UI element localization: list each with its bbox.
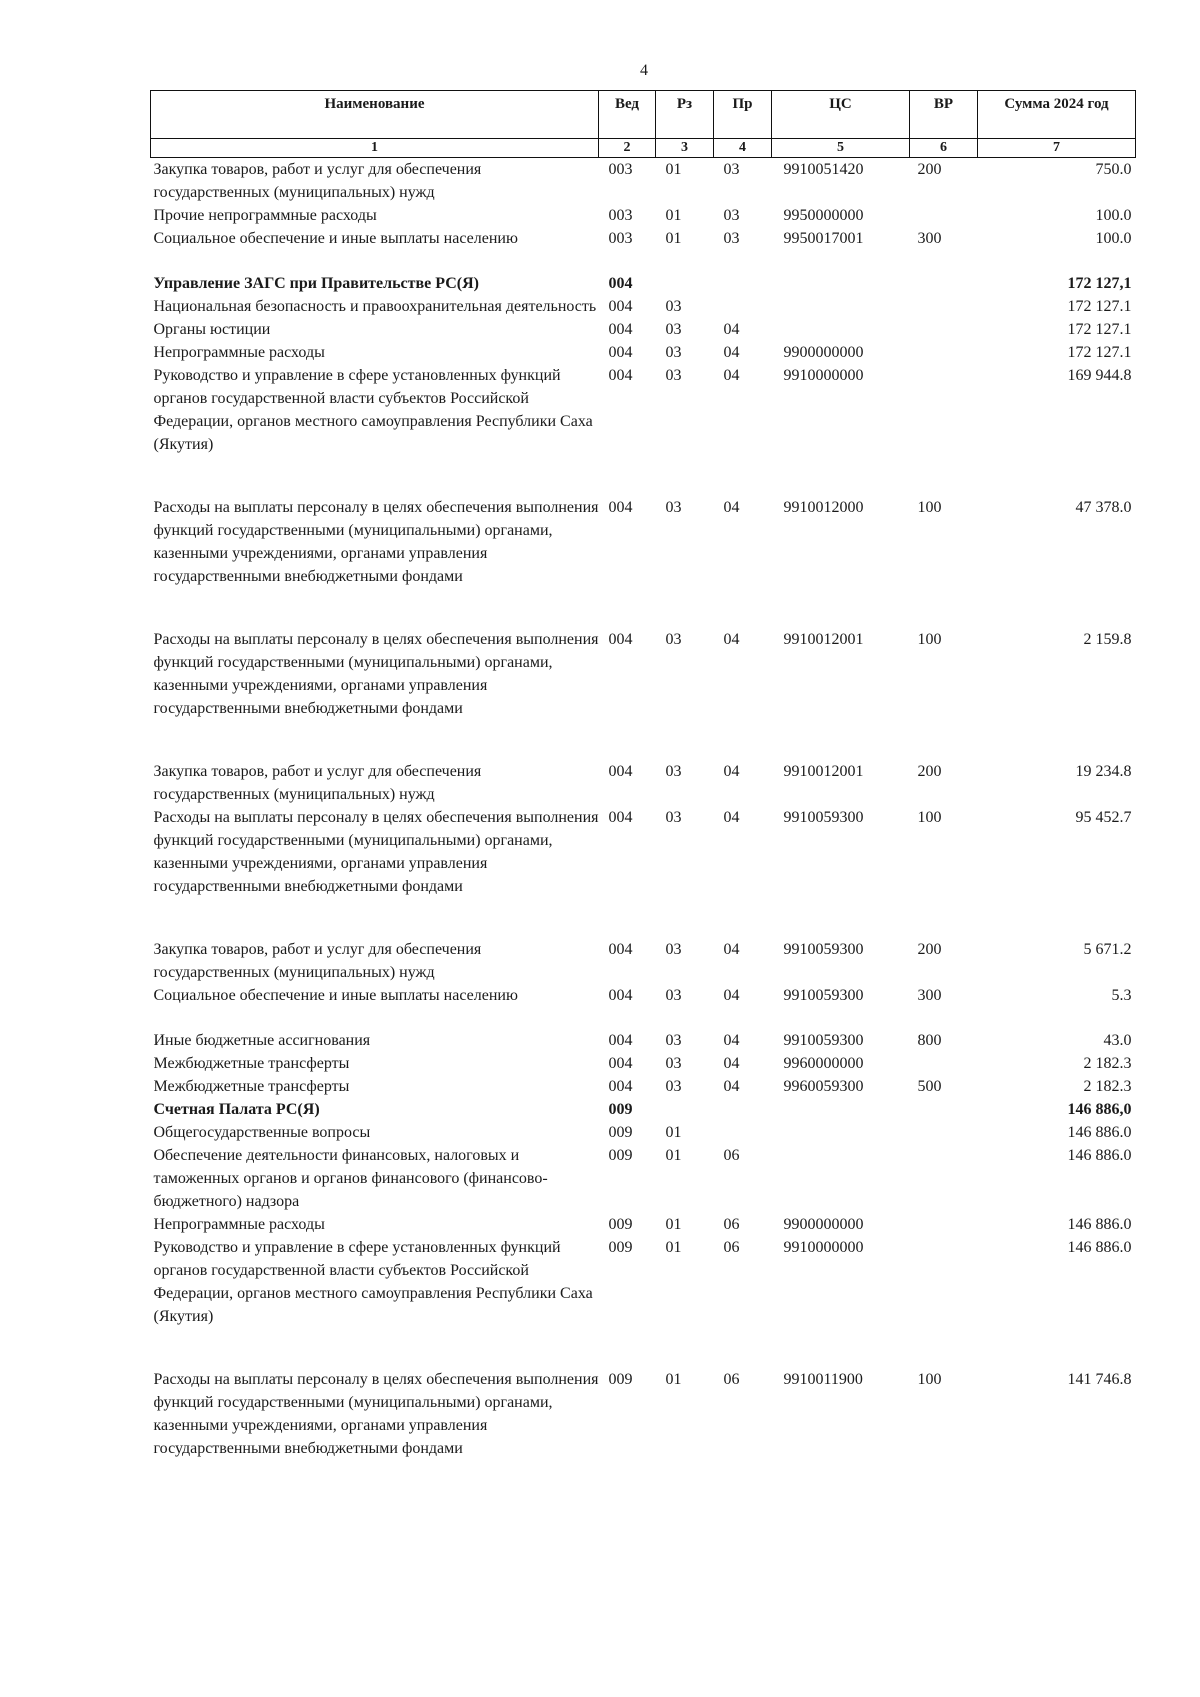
- cell-cs: 9910012001: [783, 631, 864, 648]
- header-vr: ВР: [910, 91, 978, 139]
- page-number: 4: [640, 62, 648, 79]
- cell-sum: 146 886.0: [1067, 1124, 1132, 1141]
- cell-cs: [772, 1144, 910, 1213]
- cell-name: Непрограммные расходы: [153, 344, 325, 361]
- cell-name: Общегосударственные вопросы: [153, 1124, 371, 1141]
- header-num-3: 3: [656, 139, 714, 158]
- cell-sum: 146 886.0: [1067, 1147, 1132, 1164]
- cell-sum: 172 127,1: [1067, 275, 1132, 292]
- cell-ved: 004: [608, 344, 633, 361]
- cell-pr: 06: [723, 1147, 740, 1164]
- header-number-row: [151, 139, 1136, 158]
- cell-cs: [772, 1098, 910, 1121]
- cell-sum: 141 746.8: [1067, 1371, 1132, 1388]
- cell-name: Закупка товаров, работ и услуг для обеспечения государственных (муниципальных) нужд: [153, 941, 482, 981]
- cell-rz: 03: [665, 499, 682, 516]
- cell-vr: 800: [917, 1032, 942, 1049]
- cell-cs: 9910059300: [783, 1032, 864, 1049]
- cell-ved: 009: [608, 1239, 633, 1256]
- cell-ved: 009: [608, 1101, 633, 1118]
- cell-ved: 004: [608, 367, 633, 384]
- cell-cs: [772, 1121, 910, 1144]
- header-row: [151, 91, 1136, 139]
- table-row: [151, 806, 1136, 938]
- cell-name: Органы юстиции: [153, 321, 271, 338]
- cell-ved: 009: [608, 1147, 633, 1164]
- cell-ved: 009: [608, 1216, 633, 1233]
- cell-ved: 004: [608, 631, 633, 648]
- cell-pr: 04: [723, 987, 740, 1004]
- cell-rz: 03: [665, 809, 682, 826]
- cell-rz: 03: [665, 631, 682, 648]
- header-num-6: 6: [910, 139, 978, 158]
- cell-cs: 9960000000: [783, 1055, 864, 1072]
- cell-sum: 2 182.3: [1083, 1055, 1132, 1072]
- cell-name: Межбюджетные трансферты: [153, 1078, 350, 1095]
- cell-ved: 003: [608, 230, 633, 247]
- cell-vr: [910, 1144, 978, 1213]
- cell-pr: 06: [723, 1216, 740, 1233]
- cell-sum: 172 127.1: [1067, 298, 1132, 315]
- cell-pr: 06: [723, 1239, 740, 1256]
- cell-name: Прочие непрограммные расходы: [153, 207, 377, 224]
- cell-rz: 01: [665, 161, 682, 178]
- cell-rz: 03: [665, 987, 682, 1004]
- table-row: [151, 938, 1136, 984]
- table-row: [151, 1029, 1136, 1052]
- header-ved: Вед: [599, 91, 656, 139]
- cell-pr: 04: [723, 1032, 740, 1049]
- cell-pr: 04: [723, 344, 740, 361]
- cell-vr: 200: [917, 763, 942, 780]
- cell-sum: 146 886,0: [1067, 1101, 1132, 1118]
- cell-vr: [910, 318, 978, 341]
- table-row: [151, 204, 1136, 227]
- cell-vr: 100: [917, 631, 942, 648]
- cell-vr: 300: [917, 230, 942, 247]
- cell-vr: [910, 295, 978, 318]
- table-row: [151, 1052, 1136, 1075]
- cell-name: Социальное обеспечение и иные выплаты населению: [153, 987, 518, 1004]
- cell-cs: 9910000000: [783, 367, 864, 384]
- cell-rz: 01: [665, 1239, 682, 1256]
- cell-rz: 03: [665, 321, 682, 338]
- cell-rz: 03: [665, 344, 682, 361]
- cell-rz: [656, 1098, 714, 1121]
- table-row: [151, 1098, 1136, 1121]
- cell-ved: 003: [608, 161, 633, 178]
- cell-cs: 9910012001: [783, 763, 864, 780]
- cell-name: Расходы на выплаты персоналу в целях обеспечения выполнения функций государственными (муниципальными) органами, казенными учреждениями, органами управления государственными внебюджетными фондами: [153, 499, 599, 585]
- cell-pr: 06: [723, 1371, 740, 1388]
- cell-name: Руководство и управление в сфере установленных функций органов государственной власти субъектов Российской Федерации, органов местного самоуправления Республики Саха (Якутия): [153, 1239, 593, 1325]
- cell-sum: 100.0: [1095, 230, 1132, 247]
- cell-vr: 100: [917, 499, 942, 516]
- header-sum: Сумма 2024 год: [978, 91, 1136, 139]
- cell-cs: 9910051420: [783, 161, 864, 178]
- cell-vr: 200: [917, 941, 942, 958]
- cell-rz: 03: [665, 941, 682, 958]
- cell-sum: 2 182.3: [1083, 1078, 1132, 1095]
- table-row: [151, 364, 1136, 496]
- cell-vr: [910, 364, 978, 496]
- cell-pr: [714, 295, 772, 318]
- cell-name: Непрограммные расходы: [153, 1216, 325, 1233]
- cell-name: Иные бюджетные ассигнования: [153, 1032, 371, 1049]
- cell-name: Расходы на выплаты персоналу в целях обеспечения выполнения функций государственными (муниципальными) органами, казенными учреждениями, органами управления государственными внебюджетными фондами: [153, 1371, 599, 1457]
- cell-vr: [910, 1121, 978, 1144]
- cell-cs: [772, 318, 910, 341]
- cell-ved: 003: [608, 207, 633, 224]
- cell-ved: 004: [608, 298, 633, 315]
- table-row: [151, 1075, 1136, 1098]
- cell-sum: 95 452.7: [1075, 809, 1132, 826]
- cell-cs: 9910012000: [783, 499, 864, 516]
- cell-cs: 9910000000: [783, 1239, 864, 1256]
- cell-sum: 5.3: [1111, 987, 1132, 1004]
- cell-ved: 004: [608, 1055, 633, 1072]
- cell-pr: 04: [723, 809, 740, 826]
- cell-sum: 169 944.8: [1067, 367, 1132, 384]
- cell-name: Счетная Палата РС(Я): [153, 1101, 320, 1118]
- cell-vr: [910, 272, 978, 295]
- cell-ved: 004: [608, 763, 633, 780]
- table-row: [151, 1236, 1136, 1368]
- cell-pr: 03: [723, 207, 740, 224]
- cell-ved: 004: [608, 941, 633, 958]
- cell-rz: 03: [665, 1032, 682, 1049]
- cell-name: Социальное обеспечение и иные выплаты населению: [153, 230, 518, 247]
- cell-cs: 9910059300: [783, 809, 864, 826]
- cell-ved: 004: [608, 809, 633, 826]
- cell-cs: [772, 272, 910, 295]
- cell-ved: 009: [608, 1371, 633, 1388]
- cell-rz: 01: [665, 1147, 682, 1164]
- cell-name: Руководство и управление в сфере установленных функций органов государственной власти субъектов Российской Федерации, органов местного самоуправления Республики Саха (Якутия): [153, 367, 593, 453]
- cell-rz: 03: [665, 1055, 682, 1072]
- cell-rz: 01: [665, 1124, 682, 1141]
- cell-pr: 04: [723, 1078, 740, 1095]
- table-row: [151, 496, 1136, 628]
- cell-vr: 200: [917, 161, 942, 178]
- cell-name: Обеспечение деятельности финансовых, налоговых и таможенных органов и органов финансового (финансово-бюджетного) надзора: [153, 1147, 548, 1210]
- cell-rz: 01: [665, 230, 682, 247]
- table-row: [151, 1144, 1136, 1213]
- cell-sum: 19 234.8: [1075, 763, 1132, 780]
- table-body: [151, 158, 1136, 1461]
- cell-rz: [656, 272, 714, 295]
- table-row: [151, 158, 1136, 205]
- cell-cs: 9910059300: [783, 941, 864, 958]
- cell-sum: 43.0: [1103, 1032, 1132, 1049]
- cell-rz: 03: [665, 298, 682, 315]
- cell-rz: 01: [665, 1216, 682, 1233]
- cell-cs: 9950000000: [783, 207, 864, 224]
- cell-vr: 300: [917, 987, 942, 1004]
- cell-vr: 500: [917, 1078, 942, 1095]
- table-row: [151, 227, 1136, 272]
- cell-vr: [910, 1098, 978, 1121]
- cell-pr: 04: [723, 631, 740, 648]
- cell-ved: 004: [608, 1078, 633, 1095]
- cell-name: Расходы на выплаты персоналу в целях обеспечения выполнения функций государственными (муниципальными) органами, казенными учреждениями, органами управления государственными внебюджетными фондами: [153, 631, 599, 717]
- cell-cs: 9910011900: [783, 1371, 863, 1388]
- cell-pr: [714, 272, 772, 295]
- table-row: [151, 341, 1136, 364]
- header-num-2: 2: [599, 139, 656, 158]
- cell-sum: 2 159.8: [1083, 631, 1132, 648]
- cell-sum: 172 127.1: [1067, 344, 1132, 361]
- cell-vr: [910, 1052, 978, 1075]
- cell-sum: 5 671.2: [1083, 941, 1132, 958]
- header-num-1: 1: [151, 139, 599, 158]
- table-row: [151, 295, 1136, 318]
- header-num-7: 7: [978, 139, 1136, 158]
- table-row: [151, 1368, 1136, 1460]
- cell-cs: 9910059300: [783, 987, 864, 1004]
- header-rz: Рз: [656, 91, 714, 139]
- cell-vr: [910, 204, 978, 227]
- cell-pr: 04: [723, 321, 740, 338]
- cell-pr: 04: [723, 499, 740, 516]
- cell-cs: 9900000000: [783, 1216, 864, 1233]
- cell-name: Управление ЗАГС при Правительстве РС(Я): [153, 275, 479, 292]
- header-cs: ЦС: [772, 91, 910, 139]
- table-row: [151, 1213, 1136, 1236]
- cell-vr: [910, 1236, 978, 1368]
- cell-pr: 04: [723, 367, 740, 384]
- cell-rz: 03: [665, 1078, 682, 1095]
- cell-sum: 100.0: [1095, 207, 1132, 224]
- cell-ved: 004: [608, 321, 633, 338]
- cell-sum: 146 886.0: [1067, 1239, 1132, 1256]
- cell-ved: 004: [608, 987, 633, 1004]
- cell-pr: [714, 1098, 772, 1121]
- cell-sum: 146 886.0: [1067, 1216, 1132, 1233]
- cell-vr: 100: [917, 1371, 942, 1388]
- header-pr: Пр: [714, 91, 772, 139]
- header-num-4: 4: [714, 139, 772, 158]
- cell-name: Межбюджетные трансферты: [153, 1055, 350, 1072]
- cell-rz: 01: [665, 1371, 682, 1388]
- table-row: [151, 318, 1136, 341]
- cell-name: Расходы на выплаты персоналу в целях обеспечения выполнения функций государственными (муниципальными) органами, казенными учреждениями, органами управления государственными внебюджетными фондами: [153, 809, 599, 895]
- table-row: [151, 760, 1136, 806]
- cell-name: Закупка товаров, работ и услуг для обеспечения государственных (муниципальных) нужд: [153, 161, 482, 201]
- cell-rz: 01: [665, 207, 682, 224]
- cell-ved: 004: [608, 275, 633, 292]
- cell-name: Национальная безопасность и правоохранительная деятельность: [153, 298, 597, 315]
- cell-sum: 750.0: [1095, 161, 1132, 178]
- cell-ved: 004: [608, 1032, 633, 1049]
- cell-cs: 9950017001: [783, 230, 864, 247]
- cell-vr: [910, 1213, 978, 1236]
- cell-cs: 9960059300: [783, 1078, 864, 1095]
- cell-ved: 009: [608, 1124, 633, 1141]
- cell-name: Закупка товаров, работ и услуг для обеспечения государственных (муниципальных) нужд: [153, 763, 482, 803]
- cell-pr: 04: [723, 1055, 740, 1072]
- cell-cs: 9900000000: [783, 344, 864, 361]
- cell-pr: 03: [723, 230, 740, 247]
- cell-pr: 04: [723, 763, 740, 780]
- cell-vr: [910, 341, 978, 364]
- budget-table: [150, 90, 1136, 1460]
- cell-vr: 100: [917, 809, 942, 826]
- cell-sum: 172 127.1: [1067, 321, 1132, 338]
- table-row: [151, 272, 1136, 295]
- header-num-5: 5: [772, 139, 910, 158]
- header-name: Наименование: [151, 91, 599, 139]
- cell-rz: 03: [665, 763, 682, 780]
- cell-sum: 47 378.0: [1075, 499, 1132, 516]
- table-row: [151, 984, 1136, 1029]
- table-row: [151, 628, 1136, 760]
- cell-pr: [714, 1121, 772, 1144]
- cell-ved: 004: [608, 499, 633, 516]
- cell-pr: 03: [723, 161, 740, 178]
- cell-cs: [772, 295, 910, 318]
- cell-pr: 04: [723, 941, 740, 958]
- cell-rz: 03: [665, 367, 682, 384]
- table-row: [151, 1121, 1136, 1144]
